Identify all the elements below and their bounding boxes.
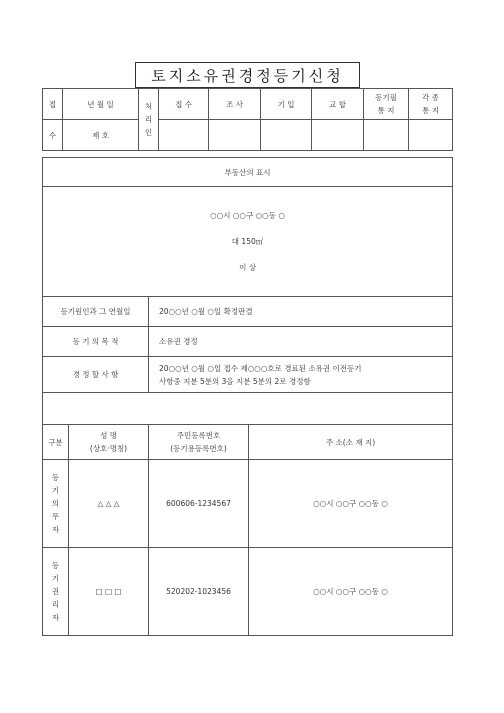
correction-value: 20○○년 ○월 ○일 접수 제○○○호로 경료된 소유권 이전등기 사항중 지분 5분의 3을 지분 5분의 2로 경정함 <box>149 357 453 393</box>
property-end: 이 상 <box>239 262 256 272</box>
step-investigation: 조 사 <box>209 89 261 120</box>
notice-registry-cell <box>364 120 409 151</box>
property-header: 부동산의 표시 <box>43 158 453 187</box>
notice-each-label: 각 종 통 지 <box>409 89 453 120</box>
step-verification-cell <box>312 120 364 151</box>
reception-su: 수 <box>43 120 63 151</box>
purpose-label: 등 기 의 목 적 <box>43 327 149 357</box>
reception-date-label: 년 월 일 <box>63 89 139 120</box>
obligor-label: 등 기 의 무 자 <box>43 460 69 548</box>
obligee-label: 등 기 권 리 자 <box>43 548 69 636</box>
property-description <box>43 187 453 297</box>
col-address: 주 소(소 재 지) <box>249 425 453 460</box>
notice-registry-label: 등기필 통 지 <box>364 89 409 120</box>
step-verification: 교 합 <box>312 89 364 120</box>
reception-number-label: 제 호 <box>63 120 139 151</box>
step-entry-cell <box>261 120 312 151</box>
blank-row <box>43 393 453 425</box>
purpose-value: 소유권 경정 <box>149 327 453 357</box>
obligor-address: ○○시 ○○구 ○○동 ○ <box>249 460 453 548</box>
reception-table <box>42 88 453 151</box>
col-type: 구분 <box>43 425 69 460</box>
reception-jeop: 접 <box>43 89 63 120</box>
obligee-address: ○○시 ○○구 ○○동 ○ <box>249 548 453 636</box>
correction-label: 경 정 할 사 항 <box>43 357 149 393</box>
document-title: 토지소유권경정등기신청 <box>135 62 360 88</box>
property-address: ○○시 ○○구 ○○동 ○ <box>210 210 285 220</box>
step-investigation-cell <box>209 120 261 151</box>
processor-label: 처 리 인 <box>139 89 159 151</box>
col-name: 성 명 (상호·명칭) <box>69 425 149 460</box>
obligor-name: △ △ △ <box>69 460 149 548</box>
notice-each-cell <box>409 120 453 151</box>
application-table <box>42 157 453 636</box>
obligor-id: 600606-1234567 <box>149 460 249 548</box>
step-reception: 접 수 <box>159 89 209 120</box>
step-entry: 기 입 <box>261 89 312 120</box>
cause-label: 등기원인과 그 연월일 <box>43 297 149 327</box>
cause-value: 20○○년 ○월 ○일 확정판결 <box>149 297 453 327</box>
property-land: 대 150㎡ <box>231 236 264 246</box>
obligee-name: □ □ □ <box>69 548 149 636</box>
step-reception-cell <box>159 120 209 151</box>
obligee-id: 520202-1023456 <box>149 548 249 636</box>
col-id: 주민등록번호 (등기용등록번호) <box>149 425 249 460</box>
